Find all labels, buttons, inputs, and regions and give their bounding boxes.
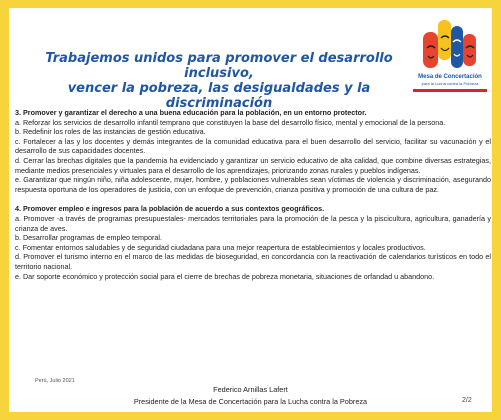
section-4-item-c: c. Fomentar entornos saludables y de seguridad ciudadana para una mejor reapertura de establecimientos y locales productivos. (15, 242, 426, 252)
logo-subtitle: para la Lucha contra la Pobreza (421, 81, 479, 86)
section-3-item-d: d. Cerrar las brechas digitales que la pandemia ha evidenciado y garantizar un servicio educativo de alta calidad, que combine diversas estrategias, mediante medios presenciales y virtuales para el desarrollo de los aprendizajes, priorizando zonas rurales y pueblos indígenas. (15, 155, 491, 175)
section-4-item-b: b. Desarrollar programas de empleo temporal. (15, 233, 163, 243)
section-3-title: 3. Promover y garantizar el derecho a una buena educación para la población, en un entorno protector. (15, 108, 367, 117)
place-date: Perú, Julio 2021 (35, 378, 75, 384)
document-body (15, 108, 491, 281)
document-title (23, 51, 415, 111)
title-line-2: vencer la pobreza, las desigualdades y la discriminación (67, 81, 371, 111)
signer-role: Presidente de la Mesa de Concertación para la Lucha contra la Pobreza (133, 397, 368, 406)
logo-underline (413, 89, 487, 92)
section-3-item-c: c. Fortalecer a las y los docentes y demás integrantes de la comunidad educativa para el buen desarrollo del servicio, facilitar su vacunación y el desarrollo de sus capacidades docentes. (15, 136, 491, 156)
mesa-logo (411, 18, 489, 94)
page-number: 2/2 (462, 397, 472, 404)
section-4-item-e: e. Dar soporte económico y protección social para el cierre de brechas de pobreza monetaria, situaciones de orfandad u abandono. (15, 271, 435, 281)
section-3-item-a: a. Reforzar los servicios de desarrollo infantil temprano que constituyen la base del desarrollo físico, mental y emocional de la persona. (15, 117, 446, 127)
section-4-title: 4. Promover empleo e ingresos para la población de acuerdo a sus contextos geográficos. (15, 204, 325, 214)
section-3-item-e: e. Garantizar que ningún niño, niña adolescente, mujer, hombre, y poblaciones vulnerables sean víctimas de violencia y discriminación, asegurando respuesta oportuna de los operadores de justicia, con un enfoque de prevención, crianza positiva y promoción de una cultura de paz. (15, 175, 491, 194)
section-spacer (15, 194, 491, 204)
faces-logo-icon (422, 18, 478, 72)
signer-name: Federico Arnillas Lafert (213, 385, 288, 394)
title-line-1: Trabajemos unidos para promover el desarrollo inclusivo, (45, 51, 393, 81)
page-header (9, 8, 492, 111)
document-page (9, 8, 492, 412)
section-3-item-b: b. Redefinir los roles de las instancias de gestión educativa. (15, 127, 206, 137)
logo-name: Mesa de Concertación (418, 74, 482, 80)
section-4-item-d: d. Promover el turismo interno en el marco de las medidas de bioseguridad, en concordancia con la reactivación de calendarios turísticos en todo el territorio nacional. (15, 252, 491, 271)
section-4-item-a: a. Promover -a través de programas presupuestales- mercados territoriales para la promoción de la pesca y la piscicultura, agricultura, ganadería y crianza de aves. (15, 213, 491, 233)
